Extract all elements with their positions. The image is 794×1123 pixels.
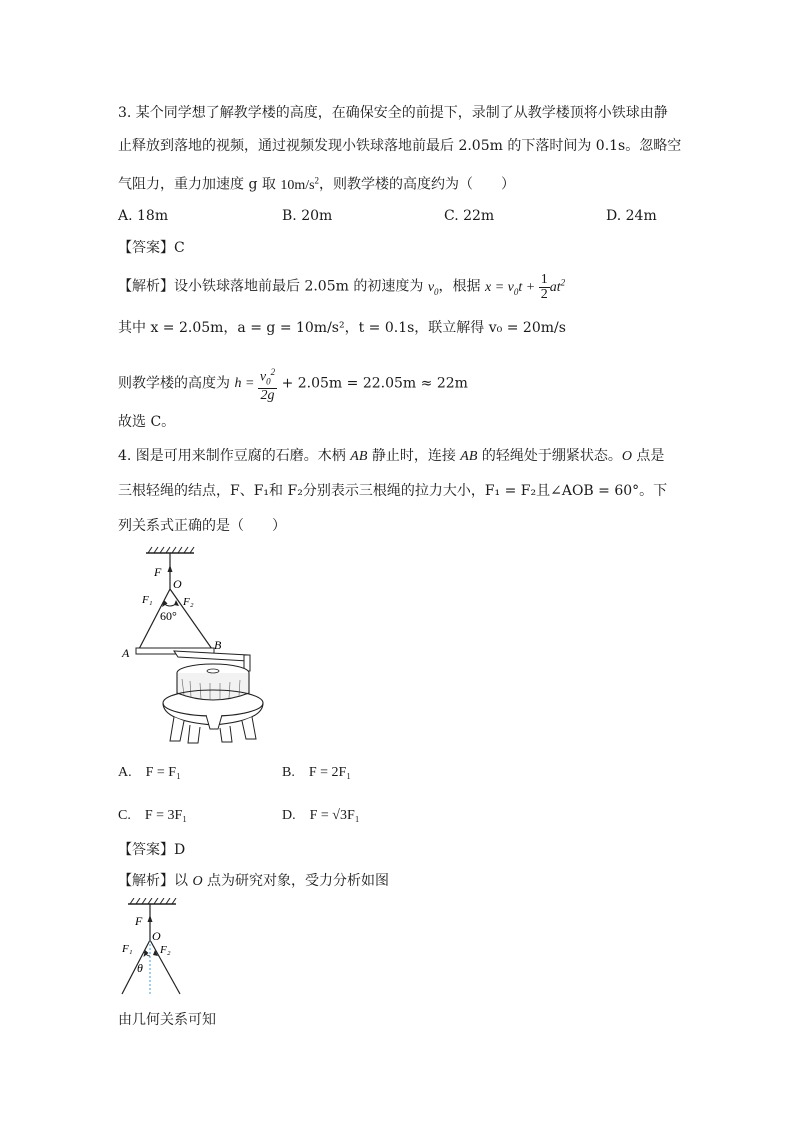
q3-analysis-line1 xyxy=(118,272,565,302)
fig1-label-angle: 60° xyxy=(160,609,177,623)
q3-accel-number: 10m/s xyxy=(280,177,315,193)
q3-height-text-a: 则教学楼的高度为 xyxy=(118,375,235,392)
q3-answer: 【答案】C xyxy=(118,240,185,256)
q3-analysis-label: 【解析】 xyxy=(118,278,174,295)
q4-stem-1e: 的轻绳处于绷紧状态。 xyxy=(477,448,622,464)
q4-option-b[interactable]: B. F = 2F₁ xyxy=(282,765,352,780)
fig2-label-f1: F₁ xyxy=(122,943,133,955)
q4-option-c[interactable]: C. F = 3F₁ xyxy=(118,808,188,823)
q4-o-point: O xyxy=(621,449,632,464)
q4-analysis-text-c: 点为研究对象，受力分析如图 xyxy=(202,873,390,889)
q3-stem-line1: 3. 某个同学想了解教学楼的高度，在确保安全的前提下，录制了从教学楼顶将小铁球由静 xyxy=(118,105,668,121)
q3-height-formula: h = $\frac{v_0^2}{2g}$ xyxy=(234,367,276,404)
q4-option-a[interactable]: A. F = F₁ xyxy=(118,765,181,780)
fig1-label-b: B xyxy=(214,638,222,652)
q3-analysis-text-a: 设小铁球落地前最后 2.05m 的初速度为 xyxy=(174,278,428,295)
q3-stem-line2: 止释放到落地的视频，通过视频发现小铁球落地前最后 2.05m 的下落时间为 0.1s。忽略空 xyxy=(118,138,682,154)
q4-conclusion: 由几何关系可知 xyxy=(118,1012,216,1028)
q4-stem-1g: 点是 xyxy=(631,448,665,464)
q3-height-line xyxy=(118,365,468,403)
q3-option-d[interactable]: D. 24m xyxy=(606,208,657,224)
q4-stem-line1 xyxy=(118,446,664,467)
q4-stem-1a: 4. 图是可用来制作豆腐的石磨。木柄 xyxy=(118,448,351,464)
q4-analysis-o: O xyxy=(192,874,203,889)
q4-analysis-line xyxy=(118,871,389,892)
q3-v0-symbol: $v_0$ xyxy=(427,279,439,297)
q3-stem-line3-c: ，则教学楼的高度约为（ ） xyxy=(319,176,516,193)
fig1-label-f2: F₂ xyxy=(183,596,194,608)
q4-ab-1: AB xyxy=(350,449,368,464)
q3-given-values: 其中 x = 2.05m，a = g = 10m/s²，t = 0.1s，联立解得 v₀ = 20m/s xyxy=(118,320,566,336)
q4-option-d[interactable]: D. F = √3F₁ xyxy=(282,808,360,823)
fig1-label-f1: F₁ xyxy=(142,594,153,606)
q4-stem-line2: 三根轻绳的结点，F、F₁和 F₂分别表示三根绳的拉力大小，F₁ = F₂且∠AOB = 60°。下 xyxy=(118,483,668,499)
fig1-label-o: O xyxy=(173,577,182,591)
fig2-label-f: F xyxy=(135,914,143,928)
q3-height-text-b: + 2.05m = 22.05m ≈ 22m xyxy=(277,375,468,392)
q3-option-a[interactable]: A. 18m xyxy=(118,208,169,224)
fig2-label-theta: θ xyxy=(137,961,143,975)
q4-analysis-label: 【解析】 xyxy=(118,873,174,889)
q3-kinematics-formula: $x = v_0t$ + $\frac{1}{2}$ $at^2$ xyxy=(484,271,566,302)
force-analysis-figure xyxy=(118,898,198,1000)
millstone-figure xyxy=(118,545,278,745)
fig1-label-f: F xyxy=(154,565,162,579)
q4-stem-1c: 静止时，连接 xyxy=(367,448,461,464)
q4-analysis-text-a: 以 xyxy=(174,873,193,889)
q3-accel-value: $10m/s^2$ xyxy=(280,175,320,193)
q4-stem-line3: 列关系式正确的是（ ） xyxy=(118,518,286,534)
fig1-label-a: A xyxy=(122,646,130,660)
q3-conclusion: 故选 C。 xyxy=(118,414,176,430)
q4-ab-2: AB xyxy=(460,449,478,464)
q3-stem-line3 xyxy=(118,170,515,196)
fig2-label-o: O xyxy=(152,929,161,943)
q3-option-b[interactable]: B. 20m xyxy=(282,208,333,224)
q4-answer: 【答案】D xyxy=(118,842,186,858)
fig2-label-f2: F₂ xyxy=(160,944,171,956)
q3-analysis-text-b: ，根据 xyxy=(438,278,485,295)
q3-stem-line3-a: 气阻力，重力加速度 g 取 xyxy=(118,176,281,193)
q3-option-c[interactable]: C. 22m xyxy=(444,208,495,224)
